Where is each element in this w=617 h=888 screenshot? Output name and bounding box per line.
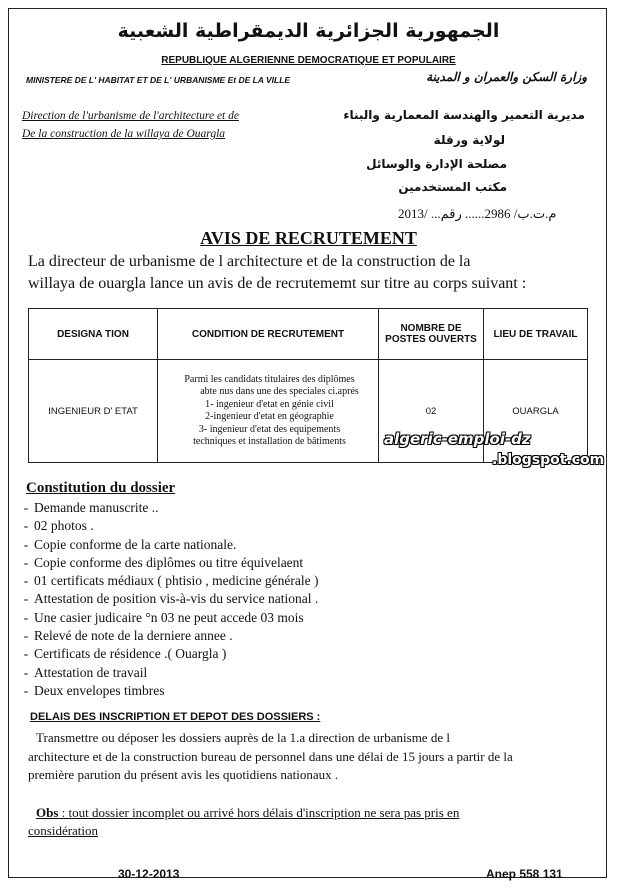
obs-text2: considération [28,823,99,838]
dossier-title: Constitution du dossier [26,480,176,496]
condition-line: abte nus dans une des speciales ci.aprés [200,386,359,397]
condition-line: techniques et installation de bâtiments [193,436,346,447]
cell-postes: 02 [379,360,484,463]
notice-title: AVIS DE RECRUTEMENT [200,228,417,248]
list-item: - 02 photos . [18,517,319,535]
watermark-line1: algeric-emploi-dz [384,430,531,448]
direction-ar-line3: مصلحة الإدارة والوسائل [366,157,507,171]
list-item: - 01 certificats médiaux ( phtisio , medicine générale ) [18,572,319,590]
direction-ar-line2: لولاية ورقلة [433,133,505,147]
obs-note [36,805,459,821]
condition-line: 1- ingenieur d'etat en génie civil [205,398,334,410]
list-item: - Deux envelopes timbres [18,682,319,700]
table-header-row [29,309,588,360]
obs-text: : tout dossier incomplet ou arrivé hors délais d'inscription ne sera pas pris en [58,805,460,820]
delais-title: DELAIS DES INSCRIPTION ET DEPOT DES DOSSIERS : [30,711,321,723]
condition-line: 2-ingenieur d'etat en géographie [205,411,334,422]
watermark-line2: .blogspot.com [492,452,605,468]
list-item: - Attestation de position vis-à-vis du service national . [18,590,319,608]
obs-label: Obs [36,805,59,820]
ministry-fr: MINISTERE DE L' HABITAT ET DE L' URBANISME Et DE LA VILLE [26,75,291,85]
ministry-ar: وزارة السكن والعمران و المدينة [426,70,587,84]
header-postes: NOMBRE DE POSTES OUVERTS [379,309,484,360]
condition-line: Parmi les candidats titulaires des diplômes [184,373,355,385]
header-designation: DESIGNA TION [29,309,158,360]
list-item: - Copie conforme de la carte nationale. [18,536,319,554]
header-condition: CONDITION DE RECRUTEMENT [158,309,379,360]
header-lieu: LIEU DE TRAVAIL [484,309,588,360]
cell-condition [158,360,379,463]
list-item: - Une casier judicaire °n 03 ne peut accede 03 mois [18,609,319,627]
direction-fr-line2: De la construction de la willaya de Ouargla [22,128,226,140]
cell-designation: INGENIEUR D' ETAT [29,360,158,463]
direction-fr-line1: Direction de l'urbanisme de l'architecture et de [22,110,239,122]
dossier-list [18,499,319,700]
list-item: - Certificats de résidence .( Ouargla ) [18,645,319,663]
delais-line2: architecture et de la construction bureau de personnel dans une délai de 15 jours a partir de la [28,749,513,764]
arabic-republic-header: الجمهورية الجزائرية الديمقراطية الشعبية [117,20,500,42]
intro-line2: willaya de ouargla lance un avis de de recrutememt sur titre au corps suivant : [28,275,527,292]
list-item: - Relevé de note de la derniere annee . [18,627,319,645]
list-item: - Copie conforme des diplômes ou titre équivelaent [18,554,319,572]
direction-ar-line1: مديرية التعمير والهندسة المعمارية والبناء [343,108,585,122]
condition-line: 3- ingenieur d'etat des equipements [198,423,341,435]
list-item: - Demande manuscrite .. [18,499,319,517]
anep-number: Anep 558 131 [486,867,563,881]
list-item: - Attestation de travail [18,664,319,682]
publication-date: 30-12-2013 [118,867,180,881]
intro-line1: La directeur de urbanisme de l architecture et de la construction de la [28,253,471,270]
direction-ar-line4: مكتب المستخدمين [398,180,507,194]
cell-lieu: OUARGLA [484,360,588,463]
french-republic-header: REPUBLIQUE ALGERIENNE DEMOCRATIQUE ET POPULAIRE [161,55,456,66]
reference-number: 2013/ ...م.ت.ب/ 2986...... رقم [398,206,557,221]
delais-line1: Transmettre ou déposer les dossiers auprès de la 1.a direction de urbanisme de l [36,730,450,745]
delais-line3: première parution du présent avis les quotidiens nationaux . [28,767,339,782]
